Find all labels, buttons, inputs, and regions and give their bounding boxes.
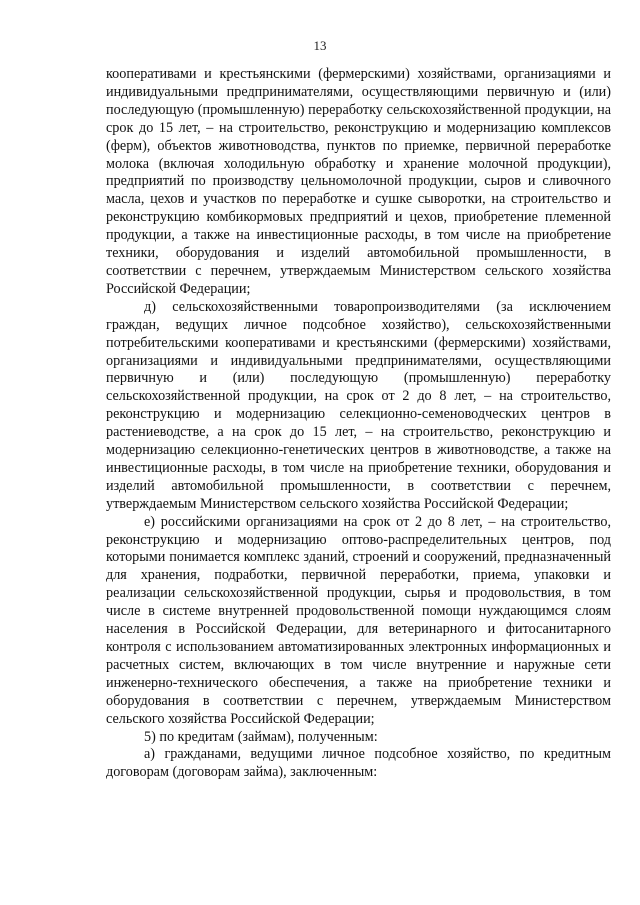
document-body xyxy=(106,66,611,782)
paragraph-item-d: д) сельскохозяйственными товаропроизводителями (за исключением граждан, ведущих личное подсобное хозяйство), сельскохозяйственными потребительскими кооперативами и крестьянскими (фермерскими) хозяйствами, организациями и индивидуальными предпринимателями, осуществляющими первичную и (или) последующую (промышленную) переработку сельскохозяйственной продукции, на срок от 2 до 8 лет, – на строительство, реконструкцию и модернизацию селекционно-семеноводческих центров в растениеводстве, а на срок до 15 лет, – на строительство, реконструкцию и модернизацию селекционно-генетических центров в животноводстве, а также на инвестиционные расходы, в том числе на приобретение техники, оборудования и изделий автомобильной промышленности, в соответствии с перечнем, утверждаемым Министерством сельского хозяйства Российской Федерации; xyxy=(106,298,611,512)
paragraph-item-e: е) российскими организациями на срок от 2 до 8 лет, – на строительство, реконструкцию и модернизацию оптово-распределительных центров, под которыми понимается комплекс зданий, строений и сооружений, предназначенный для хранения, подработки, первичной переработки, приема, упаковки и реализации сельскохозяйственной продукции, сырья и продовольствия, в том числе в системе внутренней продовольственной помощи нуждающимся слоям населения в Российской Федерации, для ветеринарного и фитосанитарного контроля с использованием автоматизированных электронных информационных и расчетных систем, включающих в том числе внутренние и наружные сети инженерно-технического обеспечения, а также на приобретение техники и оборудования в соответствии с перечнем, утверждаемым Министерством сельского хозяйства Российской Федерации; xyxy=(106,513,611,727)
page-number: 13 xyxy=(313,38,327,53)
paragraph-continuation: кооперативами и крестьянскими (фермерскими) хозяйствами, организациями и индивидуальными предпринимателями, осуществляющими первичную и (или) последующую (промышленную) переработку сельскохозяйственной продукции, на срок до 15 лет, – на строительство, реконструкцию и модернизацию комплексов (ферм), объектов животноводства, пунктов по приемке, первичной переработке молока (включая холодильную обработку и хранение молочной продукции), предприятий по производству цельномолочной продукции, сыров и сливочного масла, цехов и участков по переработке и сушке сыворотки, на строительство и реконструкцию комбикормовых предприятий и цехов, приобретение племенной продукции, а также на инвестиционные расходы, в том числе на приобретение техники, оборудования и изделий автомобильной промышленности, в соответствии с перечнем, утверждаемым Министерством сельского хозяйства Российской Федерации; xyxy=(106,66,611,297)
paragraph-item-5: 5) по кредитам (займам), полученным: xyxy=(144,728,378,745)
paragraph-item-5a: а) гражданами, ведущими личное подсобное хозяйство, по кредитным договорам (договорам займа), заключенным: xyxy=(106,746,611,781)
